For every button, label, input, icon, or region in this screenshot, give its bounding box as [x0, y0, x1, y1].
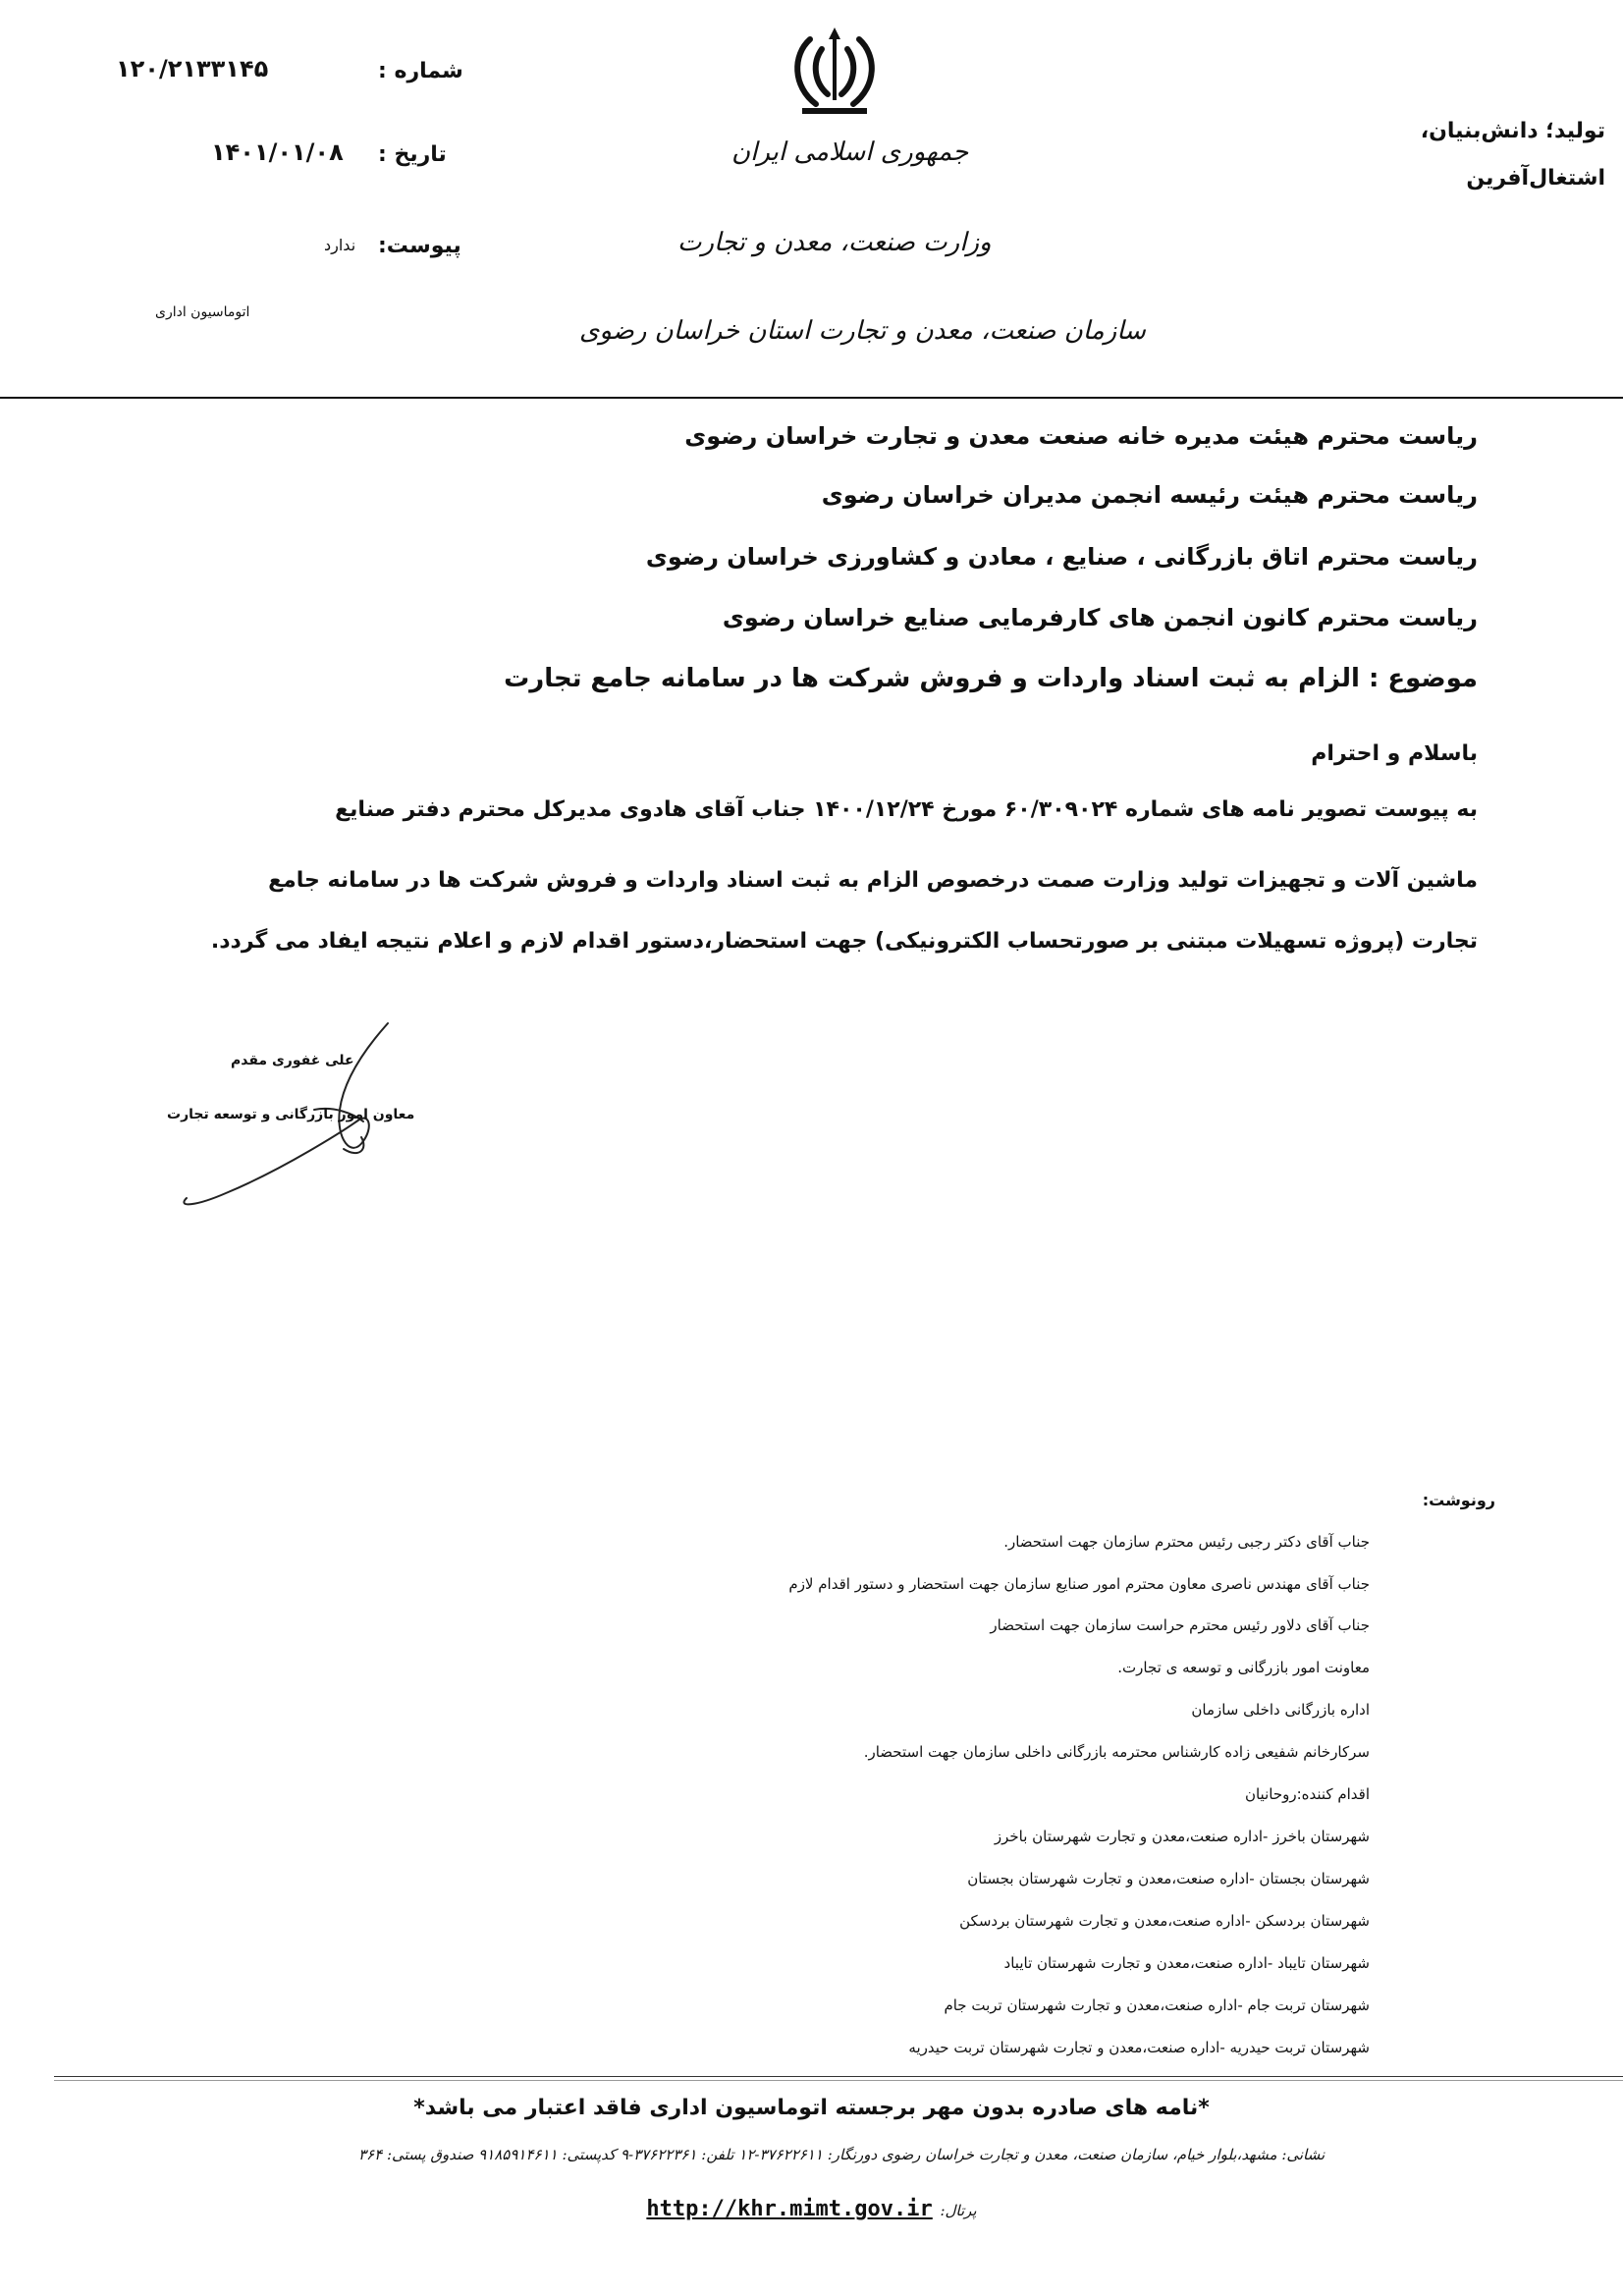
cc-item: شهرستان تربت حیدریه -اداره صنعت،معدن و تجارت شهرستان تربت حیدریه: [908, 2039, 1370, 2056]
cc-item: شهرستان بردسکن -اداره صنعت،معدن و تجارت شهرستان بردسکن: [959, 1912, 1370, 1930]
signatory-title: معاون امور بازرگانی و توسعه تجارت: [167, 1107, 415, 1122]
cc-item: شهرستان بجستان -اداره صنعت،معدن و تجارت شهرستان بجستان: [967, 1870, 1370, 1887]
ministry-name: وزارت صنعت، معدن و تجارت: [677, 228, 992, 257]
organization-name: سازمان صنعت، معدن و تجارت استان خراسان رضوی: [579, 316, 1146, 346]
body-line-2: ماشین آلات و تجهیزات تولید وزارت صمت درخصوص الزام به ثبت اسناد واردات و فروش شرکت ها در سامانه جامع: [268, 868, 1478, 893]
website-line: [0, 2197, 1623, 2221]
salutation: باسلام و احترام: [1311, 741, 1478, 766]
slogan-line-2: اشتغال‌آفرین: [1466, 166, 1605, 191]
cc-item: جناب آقای مهندس ناصری معاون محترم امور صنایع سازمان جهت استحضار و دستور اقدام لازم: [788, 1575, 1370, 1593]
validity-note: *نامه های صادره بدون مهر برجسته اتوماسیون اداری فاقد اعتبار می باشد*: [413, 2096, 1210, 2120]
attachment-value: ندارد: [324, 236, 356, 254]
recipient-3: ریاست محترم اتاق بازرگانی ، صنایع ، معادن و کشاورزی خراسان رضوی: [645, 543, 1478, 571]
cc-item: شهرستان باخرز -اداره صنعت،معدن و تجارت شهرستان باخرز: [994, 1828, 1370, 1845]
cc-item: اداره بازرگانی داخلی سازمان: [1191, 1701, 1370, 1719]
date-label: تاریخ :: [378, 142, 447, 167]
subject-line: موضوع : الزام به ثبت اسناد واردات و فروش شرکت ها در سامانه جامع تجارت: [504, 664, 1478, 693]
number-value: ۱۲۰/۲۱۳۳۱۴۵: [116, 55, 269, 82]
cc-item: اقدام کننده:روحانیان: [1244, 1785, 1370, 1803]
cc-item: شهرستان تربت جام -اداره صنعت،معدن و تجارت شهرستان تربت جام: [944, 1996, 1370, 2014]
iran-emblem-icon: [781, 22, 889, 120]
signatory-name: علی غفوری مقدم: [231, 1053, 354, 1068]
cc-item: معاونت امور بازرگانی و توسعه ی تجارت.: [1117, 1659, 1370, 1676]
recipient-1: ریاست محترم هیئت مدیره خانه صنعت معدن و تجارت خراسان رضوی: [684, 422, 1478, 450]
republic-name: جمهوری اسلامی ایران: [731, 137, 969, 167]
header-divider: [0, 397, 1623, 399]
slogan-line-1: تولید؛ دانش‌بنیان،: [1420, 119, 1605, 143]
cc-item: شهرستان تایباد -اداره صنعت،معدن و تجارت شهرستان تایباد: [1003, 1954, 1370, 1972]
cc-item: جناب آقای دکتر رجبی رئیس محترم سازمان جهت استحضار.: [1003, 1533, 1370, 1551]
body-line-3: تجارت (پروژه تسهیلات مبتنی بر صورتحساب الکترونیکی) جهت استحضار،دستور اقدام لازم و اعلام نتیجه ایفاد می گردد.: [210, 929, 1478, 954]
website-label: پرتال:: [940, 2202, 977, 2219]
recipient-2: ریاست محترم هیئت رئیسه انجمن مدیران خراسان رضوی: [821, 481, 1478, 509]
footer-divider-secondary: [54, 2080, 1623, 2081]
website-link[interactable]: http://khr.mimt.gov.ir: [646, 2197, 933, 2221]
cc-title: رونوشت:: [1422, 1491, 1495, 1509]
attachment-label: پیوست:: [378, 234, 461, 258]
automation-label: اتوماسیون اداری: [155, 304, 250, 320]
contact-address: نشانی: مشهد،بلوار خیام، سازمان صنعت، معدن و تجارت خراسان رضوی دورنگار: ۳۷۶۲۲۶۱۱-۱۲ تلفن: ۳۷۶۲۲۳۶۱-۹ کدپستی: ۹۱۸۵۹۱۴۶۱۱ صندوق پستی: ۳۶۴: [358, 2146, 1325, 2163]
slogan: [1421, 108, 1605, 202]
recipient-4: ریاست محترم کانون انجمن های کارفرمایی صنایع خراسان رضوی: [722, 604, 1478, 631]
cc-item: جناب آقای دلاور رئیس محترم حراست سازمان جهت استحضار: [990, 1616, 1370, 1634]
date-value: ۱۴۰۱/۰۱/۰۸: [211, 138, 344, 166]
footer-divider: [54, 2076, 1623, 2077]
number-label: شماره :: [378, 59, 463, 83]
cc-item: سرکارخانم شفیعی زاده کارشناس محترمه بازرگانی داخلی سازمان جهت استحضار.: [863, 1743, 1370, 1761]
body-line-1: به پیوست تصویر نامه های شماره ۶۰/۳۰۹۰۲۴ مورخ ۱۴۰۰/۱۲/۲۴ جناب آقای هادوی مدیرکل محترم دفتر صنایع: [335, 797, 1478, 822]
